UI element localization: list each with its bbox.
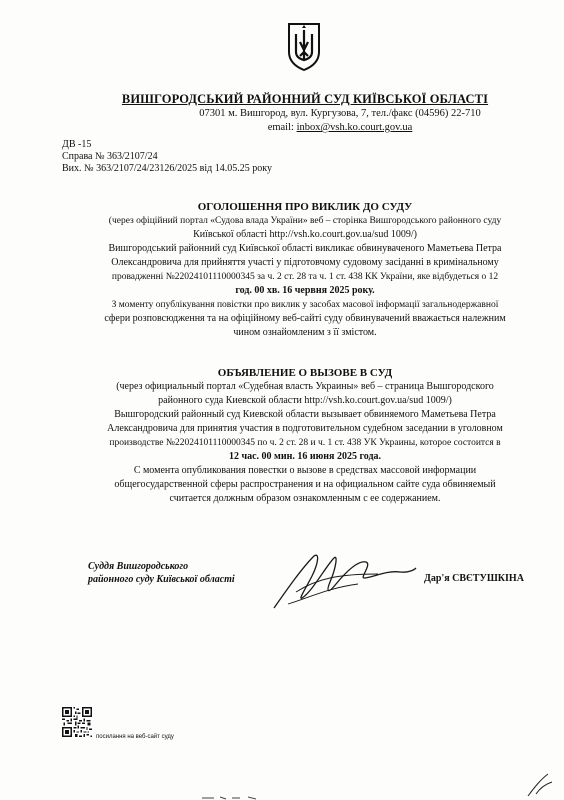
announcement-ua-line: (через офіційний портал «Судова влада України» веб – сторінка Вишгородського районного суду	[108, 216, 502, 226]
announcement-ru-line: районного суда Киевской области http://vsh.ko.court.gov.ua/sud 1009/)	[158, 395, 452, 406]
judge-name: Дар'я СВЄТУШКІНА	[424, 573, 524, 584]
email-label: email:	[267, 122, 294, 133]
announcement-ru-line: Александровича для принятия участия в подготовительном судебном заседании в уголовном	[107, 423, 503, 434]
announcement-ua-line: сфери розповсюдження та на офіційному веб-сайті суду обвинувачений вважається належним	[104, 313, 506, 324]
email-link[interactable]: inbox@vsh.ko.court.gov.ua	[296, 122, 413, 133]
case-number: Справа № 363/2107/24	[62, 151, 158, 162]
scan-edge-mark	[200, 790, 280, 800]
registry-code: ДВ -15	[62, 139, 92, 150]
announcement-ua-line: З моменту опублікування повістки про виклик у засобах масової інформації загальнодержавної	[111, 300, 499, 310]
qr-caption: посилання на веб-сайт суду	[96, 734, 174, 740]
announcement-ru-title: ОБЪЯВЛЕНИЕ О ВЫЗОВЕ В СУД	[217, 367, 393, 379]
court-address: 07301 м. Вишгород, вул. Кургузова, 7, тел./факс (04596) 22-710	[199, 108, 481, 119]
announcement-ru-line: производстве №22024101110000345 по ч. 2 ст. 28 и ч. 1 ст. 438 УК Украины, которое состоится в	[109, 438, 501, 448]
announcement-ru-line: (через официальный портал «Судебная власть Украины» веб – страница Вышгородского	[116, 381, 494, 392]
announcement-ru	[60, 366, 550, 506]
corner-pen-mark	[524, 770, 554, 798]
court-email-line	[120, 122, 560, 133]
outgoing-number: Вих. № 363/2107/24/23126/2025 від 14.05.25 року	[62, 163, 272, 174]
judge-title-line-2: районного суду Київської області	[88, 574, 235, 585]
qr-code-icon[interactable]	[62, 706, 92, 738]
announcement-ua-line: Вишгородський районний суд Київської області викликає обвинуваченого Маметьева Петра	[108, 243, 502, 254]
announcement-ua-line: год. 00 хв. 16 червня 2025 року.	[235, 285, 375, 296]
announcement-ru-line: общегосударственной сферы распространения и на официальном сайте суда обвиняемый	[114, 479, 496, 490]
announcement-ua-title: ОГОЛОШЕННЯ ПРО ВИКЛИК ДО СУДУ	[197, 201, 413, 213]
announcement-ua-line: Київської області http://vsh.ko.court.gov.ua/sud 1009/)	[193, 229, 417, 240]
judge-title-line-1: Суддя Вишгородського	[88, 561, 189, 572]
court-name: ВИШГОРОДСЬКИЙ РАЙОННИЙ СУД КИЇВСЬКОЇ ОБЛАСТІ	[121, 92, 489, 106]
announcement-ua-line: провадженні №22024101110000345 за ч. 2 ст. 28 та ч. 1 ст. 438 КК України, яке відбудеться о 12	[111, 272, 499, 282]
announcement-ua-line: чином ознайомленим з її змістом.	[233, 327, 377, 338]
announcement-ua	[60, 200, 550, 340]
ukraine-coat-of-arms-icon	[287, 22, 321, 72]
announcement-ru-line: Вышгородский районный суд Киевской области вызывает обвиняемого Маметьева Петра	[114, 409, 496, 420]
announcement-ru-line: С момента опубликования повестки о вызове в средствах массовой информации	[133, 465, 477, 476]
announcement-ru-line: считается должным образом ознакомленным с ее содержанием.	[169, 493, 441, 504]
announcement-ua-line: Олександровича для прийняття участі у підготовчому судовому засіданні в кримінальному	[111, 257, 499, 268]
handwritten-signature	[268, 548, 418, 618]
announcement-ru-line: 12 час. 00 мин. 16 июня 2025 года.	[228, 451, 382, 462]
